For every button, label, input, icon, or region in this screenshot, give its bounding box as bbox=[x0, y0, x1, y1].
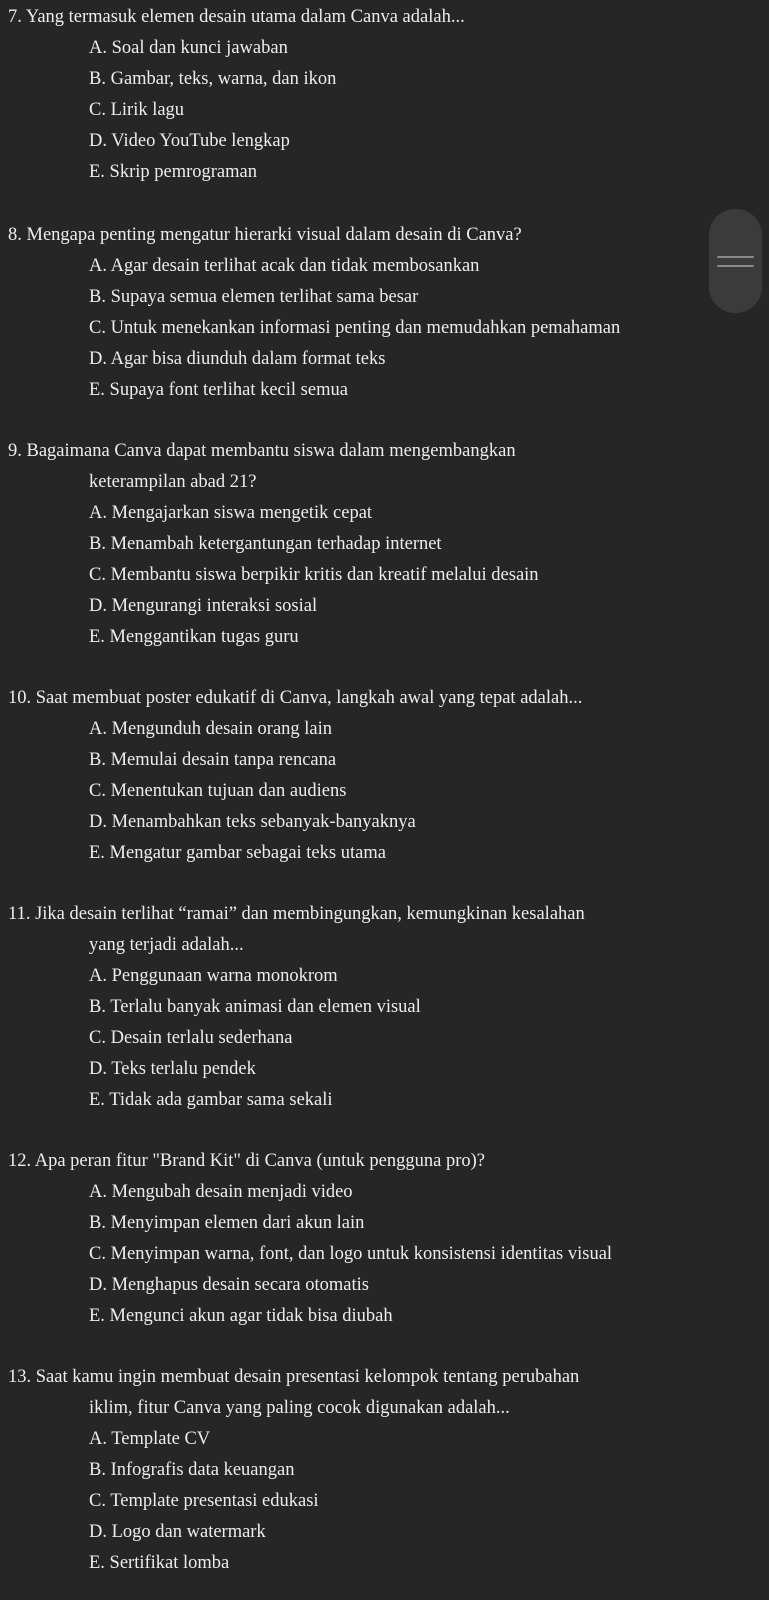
question-text: 11. Jika desain terlihat “ramai” dan membingungkan, kemungkinan kesalahan bbox=[8, 904, 585, 924]
option-b: B. Menambah ketergantungan terhadap internet bbox=[89, 534, 442, 554]
option-a: A. Penggunaan warna monokrom bbox=[89, 966, 338, 986]
option-e: E. Mengatur gambar sebagai teks utama bbox=[89, 843, 386, 863]
option-b: B. Memulai desain tanpa rencana bbox=[89, 750, 337, 770]
drag-handle[interactable] bbox=[709, 209, 762, 313]
question-text-continued: keterampilan abad 21? bbox=[89, 472, 257, 492]
option-d: D. Logo dan watermark bbox=[89, 1522, 266, 1542]
option-d: D. Teks terlalu pendek bbox=[89, 1059, 256, 1079]
question-text: 8. Mengapa penting mengatur hierarki visual dalam desain di Canva? bbox=[8, 225, 522, 245]
option-e: E. Skrip pemrograman bbox=[89, 162, 257, 182]
option-d: D. Mengurangi interaksi sosial bbox=[89, 596, 318, 616]
option-c: C. Menentukan tujuan dan audiens bbox=[89, 781, 347, 801]
question-text: 10. Saat membuat poster edukatif di Canva, langkah awal yang tepat adalah... bbox=[8, 688, 583, 708]
option-b: B. Menyimpan elemen dari akun lain bbox=[89, 1213, 365, 1233]
option-a: A. Mengubah desain menjadi video bbox=[89, 1182, 353, 1202]
option-d: D. Video YouTube lengkap bbox=[89, 131, 290, 151]
option-a: A. Soal dan kunci jawaban bbox=[89, 38, 288, 58]
grip-line-icon bbox=[717, 256, 754, 258]
option-a: A. Agar desain terlihat acak dan tidak membosankan bbox=[89, 256, 480, 276]
option-b: B. Terlalu banyak animasi dan elemen visual bbox=[89, 997, 421, 1017]
option-c: C. Lirik lagu bbox=[89, 100, 185, 120]
option-a: A. Mengajarkan siswa mengetik cepat bbox=[89, 503, 373, 523]
question-text: 13. Saat kamu ingin membuat desain presentasi kelompok tentang perubahan bbox=[8, 1367, 580, 1387]
option-c: C. Membantu siswa berpikir kritis dan kreatif melalui desain bbox=[89, 565, 539, 585]
option-d: D. Menambahkan teks sebanyak-banyaknya bbox=[89, 812, 416, 832]
grip-line-icon bbox=[717, 265, 754, 267]
option-c: C. Desain terlalu sederhana bbox=[89, 1028, 293, 1048]
question-text: 12. Apa peran fitur "Brand Kit" di Canva (untuk pengguna pro)? bbox=[8, 1151, 485, 1171]
question-text-continued: yang terjadi adalah... bbox=[89, 935, 244, 955]
option-a: A. Template CV bbox=[89, 1429, 211, 1449]
question-text-continued: iklim, fitur Canva yang paling cocok digunakan adalah... bbox=[89, 1398, 510, 1418]
option-b: B. Supaya semua elemen terlihat sama besar bbox=[89, 287, 419, 307]
option-e: E. Tidak ada gambar sama sekali bbox=[89, 1090, 333, 1110]
option-e: E. Supaya font terlihat kecil semua bbox=[89, 380, 348, 400]
option-c: C. Menyimpan warna, font, dan logo untuk konsistensi identitas visual bbox=[89, 1244, 613, 1264]
option-d: D. Agar bisa diunduh dalam format teks bbox=[89, 349, 386, 369]
question-text: 9. Bagaimana Canva dapat membantu siswa dalam mengembangkan bbox=[8, 441, 516, 461]
question-text: 7. Yang termasuk elemen desain utama dalam Canva adalah... bbox=[8, 7, 465, 27]
option-c: C. Untuk menekankan informasi penting dan memudahkan pemahaman bbox=[89, 318, 621, 338]
option-e: E. Sertifikat lomba bbox=[89, 1553, 230, 1573]
option-e: E. Menggantikan tugas guru bbox=[89, 627, 299, 647]
option-b: B. Infografis data keuangan bbox=[89, 1460, 295, 1480]
option-a: A. Mengunduh desain orang lain bbox=[89, 719, 333, 739]
option-b: B. Gambar, teks, warna, dan ikon bbox=[89, 69, 337, 89]
option-c: C. Template presentasi edukasi bbox=[89, 1491, 319, 1511]
option-d: D. Menghapus desain secara otomatis bbox=[89, 1275, 369, 1295]
option-e: E. Mengunci akun agar tidak bisa diubah bbox=[89, 1306, 393, 1326]
